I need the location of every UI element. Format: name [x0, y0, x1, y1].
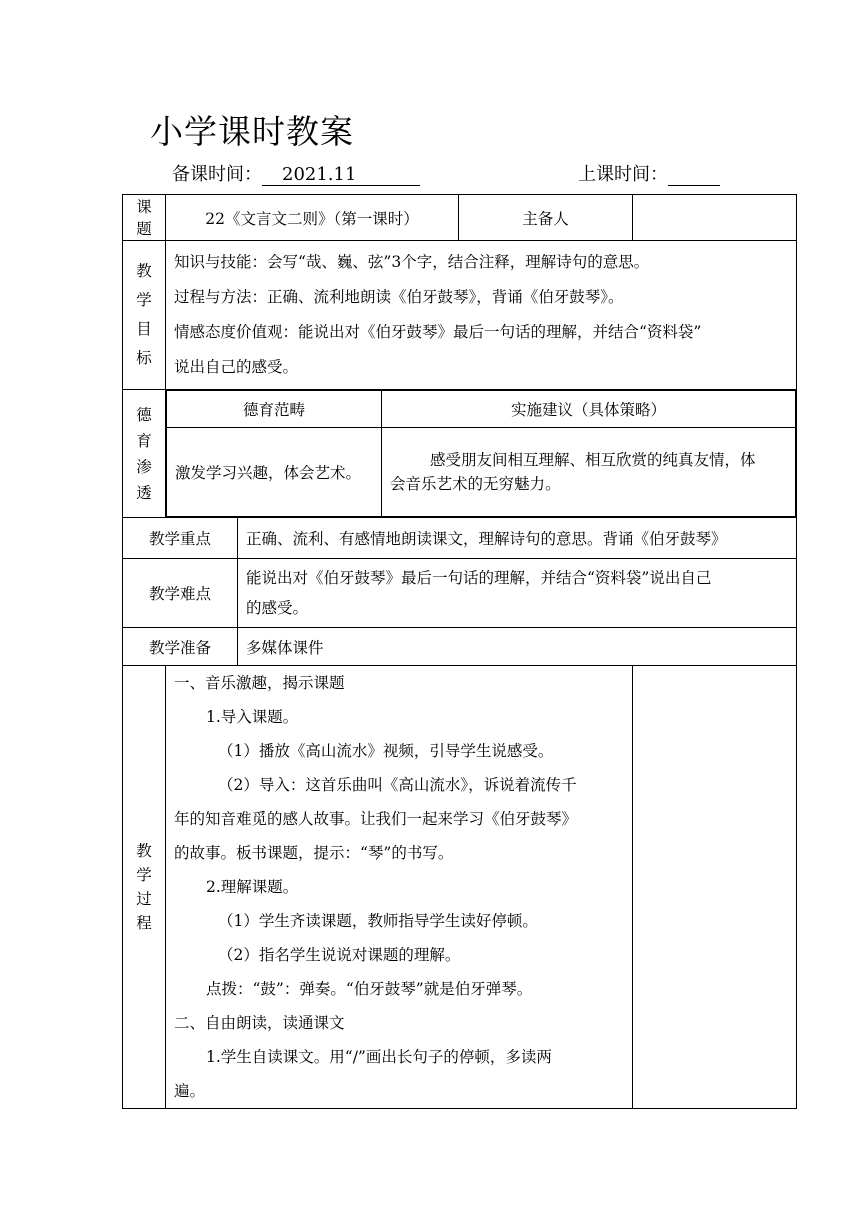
process-line: （2）指名学生说说对课题的理解。 [218, 946, 461, 964]
label-char: 德 [136, 405, 152, 424]
topic-row [123, 195, 797, 241]
label-char: 透 [136, 483, 152, 502]
topic-label [123, 196, 165, 240]
process-line: 一、音乐激趣，揭示课题 [174, 674, 345, 692]
process-notes-cell [633, 666, 797, 1109]
moral-col1-header: 德育范畴 [167, 391, 382, 428]
moral-col2-value [382, 428, 796, 517]
goals-label-cell [123, 241, 166, 390]
process-line: 年的知音难觅的感人故事。让我们一起来学习《伯牙鼓琴》 [174, 810, 578, 828]
goal-line: 说出自己的感受。 [174, 358, 299, 376]
process-label [123, 839, 165, 935]
label-char: 育 [136, 431, 152, 450]
moral-label [123, 402, 165, 506]
moral-col2-header: 实施建议（具体策略） [382, 391, 796, 428]
process-line: （1）播放《高山流水》视频，引导学生说感受。 [218, 742, 554, 760]
moral-col1-value: 激发学习兴趣，体会艺术。 [167, 428, 382, 517]
topic-cell [166, 195, 459, 241]
page-title: 小学课时教案 [150, 112, 354, 151]
moral-strategy-line: 会音乐艺术的无穷魅力。 [390, 475, 561, 493]
process-line: 1.导入课题。 [206, 708, 299, 726]
class-time-value [668, 167, 720, 186]
lesson-plan-table [122, 194, 797, 1109]
process-line: 2.理解课题。 [206, 878, 299, 896]
process-line: （2）导入：这首乐曲叫《高山流水》，诉说着流传千 [218, 776, 577, 794]
process-line: 1.学生自读课文。用“/”画出长句子的停顿，多读两 [206, 1048, 552, 1066]
goal-line: 过程与方法：正确、流利地朗读《伯牙鼓琴》，背诵《伯牙鼓琴》。 [174, 288, 624, 306]
goal-line: 情感态度价值观：能说出对《伯牙鼓琴》最后一句话的理解，并结合“资料袋” [174, 323, 702, 341]
process-line: 遍。 [174, 1082, 206, 1100]
moral-label-cell [123, 390, 166, 518]
process-content [166, 666, 633, 1109]
label-char: 过 [136, 890, 152, 908]
prep-time-label: 备课时间： [172, 164, 262, 185]
key-point-row [123, 518, 797, 559]
process-line: 的故事。板书课题，提示：“琴”的书写。 [174, 844, 454, 862]
preparation-label: 教学准备 [123, 628, 238, 666]
moral-inner-table [166, 390, 796, 517]
label-char: 教 [136, 262, 152, 280]
moral-strategy-line: 感受朋友间相互理解、相互欣赏的纯真友情，体 [430, 451, 756, 469]
label-char: 课 [136, 197, 152, 216]
moral-value-row [167, 428, 796, 517]
process-row [123, 666, 797, 1109]
goals-label [123, 257, 165, 373]
label-char: 目 [136, 320, 152, 338]
lesson-topic: 22《文言文二则》（第一课时） [205, 209, 419, 228]
difficulty-line: 的感受。 [246, 599, 309, 617]
goals-row [123, 241, 797, 390]
moral-cell [166, 390, 797, 518]
difficulty-cell [238, 559, 797, 628]
preparation-value: 多媒体课件 [238, 628, 797, 666]
moral-row [123, 390, 797, 518]
label-char: 程 [136, 914, 152, 932]
goals-cell [166, 241, 797, 390]
process-line: 二、自由朗读，读通课文 [174, 1014, 345, 1032]
label-char: 标 [136, 349, 152, 367]
process-line: 点拨：“鼓”：弹奏。“伯牙鼓琴”就是伯牙弹琴。 [206, 980, 533, 998]
key-point-label: 教学重点 [123, 518, 238, 559]
label-char: 教 [136, 842, 152, 860]
class-time-label: 上课时间： [578, 164, 668, 185]
class-time [578, 160, 720, 186]
process-line: （1）学生齐读课题，教师指导学生读好停顿。 [218, 912, 538, 930]
process-label-cell [123, 666, 166, 1109]
label-char: 学 [136, 866, 152, 884]
difficulty-row [123, 559, 797, 628]
difficulty-line: 能说出对《伯牙鼓琴》最后一句话的理解，并结合“资料袋”说出自己 [246, 569, 712, 587]
owner-label-cell [459, 195, 633, 241]
preparation-row [123, 628, 797, 666]
label-char: 题 [136, 219, 152, 238]
owner-label: 主备人 [522, 209, 569, 228]
prep-time [172, 160, 420, 186]
difficulty-label: 教学难点 [123, 559, 238, 628]
goal-line: 知识与技能：会写“哉、巍、弦”3个字，结合注释，理解诗句的意思。 [174, 253, 650, 271]
prep-time-value: 2021.11 [262, 164, 420, 186]
key-point-value: 正确、流利、有感情地朗读课文，理解诗句的意思。背诵《伯牙鼓琴》 [238, 518, 797, 559]
owner-value-cell [633, 195, 797, 241]
label-char: 渗 [136, 457, 152, 476]
topic-label-cell [123, 195, 166, 241]
moral-header-row [167, 391, 796, 428]
label-char: 学 [136, 291, 152, 309]
